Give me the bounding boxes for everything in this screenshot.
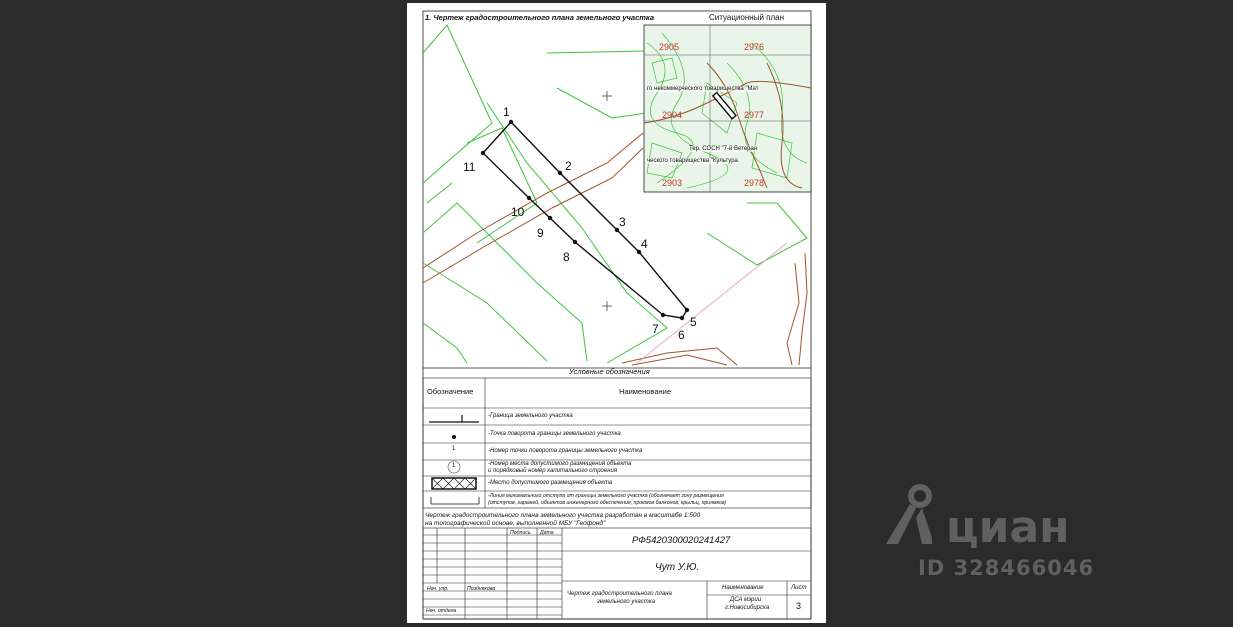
point-label-3: 3 (619, 215, 626, 229)
legend-item-3: -Номер точки поворота границы земельного участка (488, 448, 643, 454)
legend-item-2: -Точка поворота границы земельного участка (488, 431, 621, 437)
plan-drawing (407, 3, 826, 623)
legend-title: Условные обозначения (569, 367, 650, 376)
stamp-org: ДСА мэрии (730, 597, 762, 603)
sp-label-1: го некоммерческого товарищества "Мат (647, 86, 759, 92)
sp-cell-2977: 2977 (744, 110, 765, 120)
turn-point-2 (558, 171, 562, 175)
point-label-10: 10 (511, 205, 525, 219)
pink-line (637, 243, 787, 363)
sp-cell-2905: 2905 (659, 42, 680, 52)
stamp-col-sign: Подпись (510, 530, 531, 536)
turn-point-7 (661, 313, 665, 317)
doc-number: РФ54203000202414​27 (632, 535, 731, 546)
legend-item-4b: и порядковый номер капитального строения (488, 468, 618, 474)
situation-plan (644, 25, 811, 192)
legend-item-6b: (отступов, гаражей, объектов инженерного обеспечения, проемов балконов, крыльц, приямков) (488, 500, 727, 506)
legend-symbol-4: 1 (452, 463, 456, 469)
turn-point-1 (509, 120, 513, 124)
situation-plan-label: Ситуационный план (709, 13, 785, 22)
point-label-6: 6 (678, 328, 685, 342)
stamp-col-date: Дата (540, 530, 554, 536)
scale-note-1: Чертеж градостроительного плана земельного участка разработан в масштабе 1:500 (425, 512, 701, 519)
stamp-description: Чертеж градостроительного плана (567, 591, 672, 597)
watermark-id: ID 328466046 (918, 556, 1095, 580)
turn-point-8 (573, 240, 577, 244)
turn-point-5 (685, 308, 689, 312)
cross-markers (602, 91, 612, 311)
sp-cell-2976: 2976 (744, 42, 765, 52)
scale-note-2: на топографической основе, выполненной МБУ "Геофонд" (425, 520, 606, 527)
legend-col-symbol: Обозначение (427, 387, 474, 396)
stamp-description-2: земельного участка (597, 599, 655, 605)
legend-item-1: -Граница земельного участка (488, 413, 573, 419)
point-label-4: 4 (641, 237, 648, 251)
stamp-row1-label: Нач. упр. (427, 586, 449, 592)
point-label-1: 1 (503, 105, 510, 119)
cian-watermark (880, 480, 1120, 590)
stamp-person: Чут У.Ю. (655, 562, 700, 573)
sp-label-2: Тер. СОСН "7-й Ветеран (689, 146, 758, 152)
point-label-8: 8 (563, 250, 570, 264)
legend-col-name: Наименование (619, 387, 671, 396)
drawing-title: 1. Чертеж градостроительного плана земельного участка (425, 13, 654, 22)
point-label-9: 9 (537, 226, 544, 240)
turn-point-11 (481, 151, 485, 155)
turn-point-10 (527, 196, 531, 200)
watermark-brand: циан (946, 502, 1070, 553)
stamp-sheet-label: Лист (791, 585, 807, 591)
turn-point-6 (680, 316, 684, 320)
legend-item-5: -Место допустимого размещения объекта (488, 480, 613, 486)
pin-icon (882, 482, 932, 544)
point-label-2: 2 (565, 159, 572, 173)
sp-cell-2904: 2904 (662, 110, 683, 120)
legend-symbols (429, 415, 479, 504)
plan-sheet (407, 3, 826, 623)
legend-symbol-3: 1 (452, 446, 456, 452)
sp-label-3: ческого товарищества "Культура (647, 158, 738, 164)
turn-point-9 (548, 216, 552, 220)
legend-item-6: -Линия минимального отступа от границы земельного участка (обозначает зону размещения (488, 493, 724, 499)
stamp-row1-name: Позднякова (467, 586, 496, 592)
stamp-sheet-number: 3 (796, 601, 802, 611)
point-label-5: 5 (690, 315, 697, 329)
stamp-city: г.Новосибирска (725, 605, 770, 611)
point-label-7: 7 (652, 322, 659, 336)
stamp-naming-label: Наименование (722, 585, 764, 591)
legend-table (423, 378, 811, 508)
stamp-row2-label: Нач. отдела (426, 608, 457, 614)
sp-cell-2903: 2903 (662, 178, 683, 188)
legend-item-4: -Номер места допустимого размещения объекта (488, 461, 632, 467)
point-label-11: 11 (463, 160, 476, 174)
sp-cell-2978: 2978 (744, 178, 765, 188)
